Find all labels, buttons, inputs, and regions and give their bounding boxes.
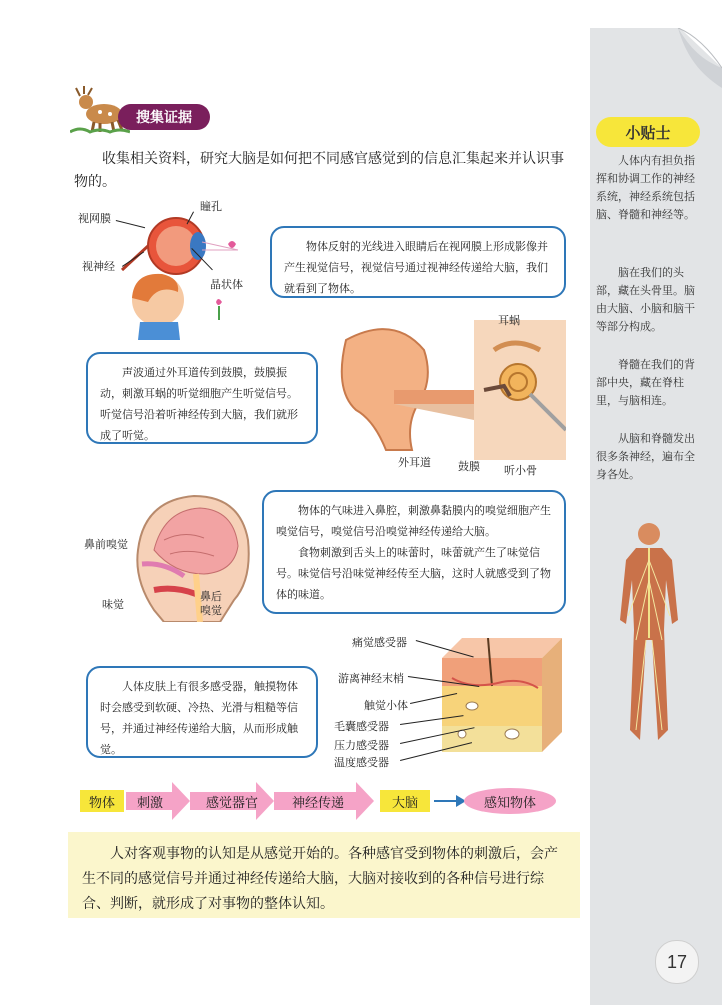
label-optic-nerve: 视神经 (82, 260, 115, 273)
flow-brain: 大脑 (380, 790, 430, 812)
flow-nerve-transmission: 神经传递 (291, 795, 344, 811)
page-number: 17 (655, 940, 699, 984)
taste-text: 食物刺激到舌头上的味蕾时，味蕾就产生了味觉信号。味觉信号沿味觉神经传至大脑，这时人就感受到了物体的味道。 (276, 546, 551, 601)
tip-paragraph: 从脑和脊髓发出很多条神经，遍布全身各处。 (596, 432, 695, 481)
label-orthonasal: 鼻前嗅觉 (84, 538, 128, 551)
touch-text: 人体皮肤上有很多感受器，触摸物体时会感受到软硬、冷热、光滑与粗糙等信号，并通过神经传递给大脑，从而形成触觉。 (100, 680, 298, 756)
flow-sense-organ: 感觉器官 (205, 795, 258, 811)
label-cochlea: 耳蜗 (498, 314, 520, 327)
label-pupil: 瞳孔 (200, 200, 222, 213)
label-retronasal: 鼻后 嗅觉 (200, 590, 222, 617)
head-section-diagram (124, 490, 254, 622)
vision-info-box (270, 226, 566, 298)
tip-paragraph: 人体内有担负指挥和协调工作的神经系统，神经系统包括脑、脊髓和神经等。 (596, 154, 695, 221)
vision-text: 物体反射的光线进入眼睛后在视网膜上形成影像并产生视觉信号，视觉信号通过视神经传递给大脑，我们就看到了物体。 (284, 240, 548, 295)
smell-text: 物体的气味进入鼻腔，刺激鼻黏膜内的嗅觉细胞产生嗅觉信号，嗅觉信号沿嗅觉神经传递给大脑。 (276, 504, 551, 538)
label-free-nerve-ending: 游离神经末梢 (338, 672, 404, 685)
flow-perceive-object: 感知物体 (483, 795, 536, 811)
intro-text: 收集相关资料，研究大脑是如何把不同感官感觉到的信息汇集起来并认识事物的。 (74, 151, 564, 190)
smell-taste-info-box (262, 490, 566, 614)
tip-paragraph: 脊髓在我们的背部中央，藏在脊柱里，与脑相连。 (596, 358, 695, 407)
flow-stimulus: 刺激 (136, 795, 163, 811)
human-nervous-system-figure (606, 520, 692, 746)
flow-object: 物体 (80, 790, 124, 812)
tip-paragraph: 脑在我们的头部，藏在头骨里。脑由大脑、小脑和脑干等部分构成。 (596, 266, 695, 333)
label-tactile-corpuscle: 触觉小体 (364, 699, 408, 712)
page-curl-icon (590, 28, 722, 88)
label-taste: 味觉 (102, 598, 124, 611)
skin-section-diagram (442, 638, 562, 752)
label-eardrum: 鼓膜 (458, 460, 480, 473)
section-label: 搜集证据 (118, 104, 210, 130)
hearing-info-box (86, 352, 318, 444)
label-ear-canal: 外耳道 (398, 456, 431, 469)
label-lens: 晶状体 (210, 278, 243, 291)
summary-text: 人对客观事物的认知是从感觉开始的。各种感官受到物体的刺激后，会产生不同的感觉信号并通过神经传递给大脑，大脑对接收到的各种信号进行综合、判断，就形成了对事物的整体认知。 (82, 846, 558, 912)
touch-info-box (86, 666, 318, 758)
label-hair-follicle-receptor: 毛囊感受器 (334, 720, 389, 733)
label-pressure-receptor: 压力感受器 (334, 739, 389, 752)
ear-diagram (334, 320, 566, 460)
summary-box (68, 832, 580, 918)
label-ossicles: 听小骨 (504, 464, 537, 477)
hearing-text: 声波通过外耳道传到鼓膜，鼓膜振动，刺激耳蜗的听觉细胞产生听觉信号。听觉信号沿着听神经传到大脑，我们就形成了听觉。 (100, 366, 298, 442)
label-temperature-receptor: 温度感受器 (334, 756, 389, 769)
label-retina: 视网膜 (78, 212, 111, 225)
tip-title: 小贴士 (596, 117, 700, 147)
label-pain-receptor: 痛觉感受器 (352, 636, 407, 649)
